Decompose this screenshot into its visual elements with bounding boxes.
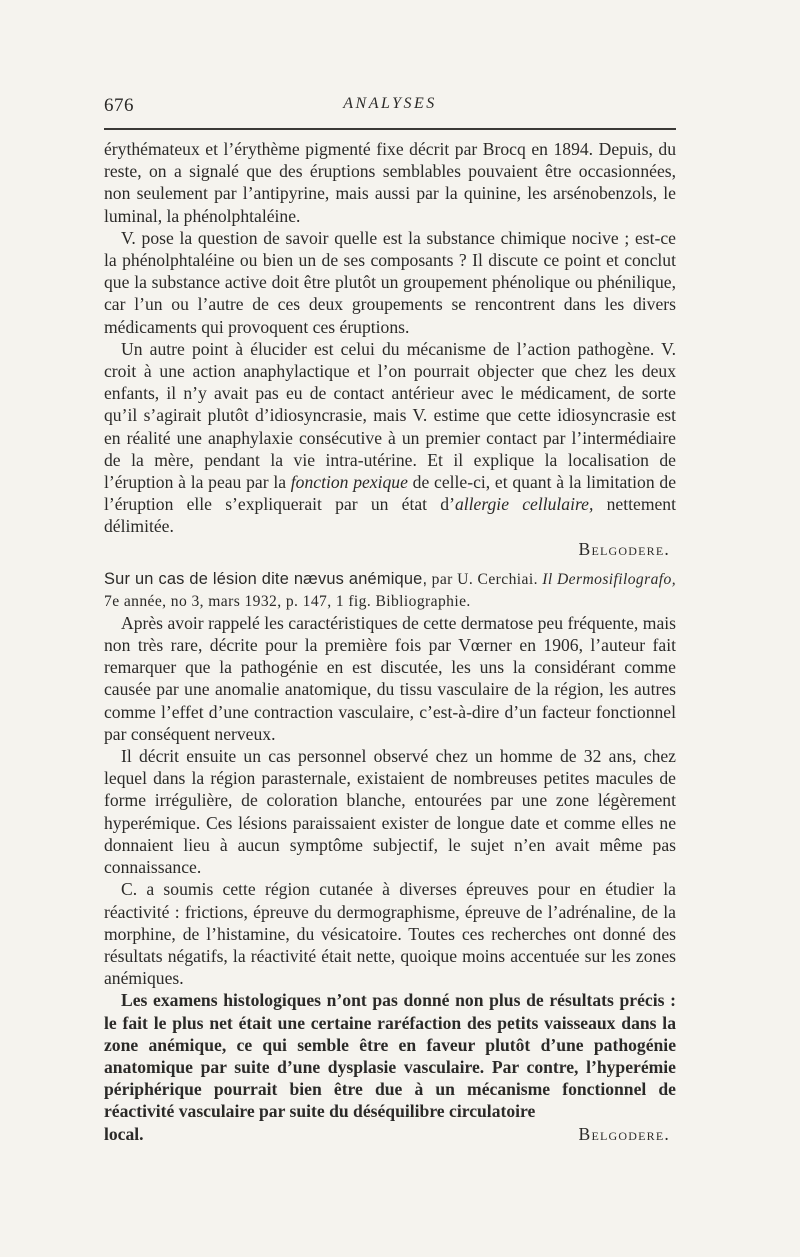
paragraph: érythémateux et l’érythème pigmenté fixe décrit par Brocq en 1894. Depuis, du reste, on a signalé que des éruptions semblables pouvaient être occasionnées, non seulement par l’antipyrine, mais aussi par la quinine, les arsénobenzols, le luminal, la phénolphtaléine.	[104, 139, 676, 226]
paragraph	[104, 338, 676, 538]
page-header	[104, 95, 676, 123]
paragraph: Il décrit ensuite un cas personnel observé chez un homme de 32 ans, chez lequel dans la région parasternale, existaient de nombreuses petites macules de forme irrégulière, de coloration blanche, entourées par une zone légèrement hyperémique. Ces lésions paraissaient exister de longue date et comme elles ne donnaient lieu à aucun symptôme subjectif, le sujet n’en avait même pas connaissance.	[104, 746, 676, 878]
paragraph-text: Un autre point à élucider est celui du mécanisme de l’action pathogène. V. croit à une action anaphylactique et l’on pourrait objecter que chez les deux enfants, il n’y avait pas eu de contact antérieur avec le médicament, de sorte qu’il s’agirait plutôt d’idiosyncrasie, mais V. estime que cette idiosyncrasie est en réalité une anaphylaxie consécutive à un premier contact par l’intermédiaire de la mère, pendant la vie intra-utérine. Et il explique la localisation de l’éruption à la peau par la	[104, 338, 676, 493]
page-body	[104, 138, 676, 1145]
paragraph: Après avoir rappelé les caractéristiques de cette dermatose peu fréquente, mais non très rare, décrite pour la première fois par Vœrner en 1906, l’auteur fait remarquer que la pathogénie en est discutée, les uns la considérant comme causée par une anomalie anatomique, du tissu vasculaire de la région, les autres comme l’effet d’une contraction vasculaire, c’est-à-dire d’un facteur fonctionnel par conséquent nerveux.	[104, 612, 676, 744]
running-head: ANALYSES	[343, 95, 437, 112]
italic-term: fonction pexique	[290, 472, 408, 493]
reviewer-signature: Belgodere.	[578, 538, 670, 559]
biblio-details: 7e année, no 3, mars 1932, p. 147, 1 fig. Bibliographie.	[104, 592, 471, 610]
review-heading	[104, 568, 676, 612]
paragraph: Les examens histologiques n’ont pas donné non plus de résultats précis : le fait le plus net était une certaine raréfaction des petits vaisseaux dans la zone anémique, ce qui semble être en faveur plutôt d’une pathogénie anatomique par suite d’une dysplasie vasculaire. Par contre, l’hyperémie périphérique pourrait bien être due à un mécanisme fonctionnel de réactivité vasculaire par suite du déséquilibre circulatoire	[104, 990, 676, 1122]
paragraph: V. pose la question de savoir quelle est la substance chimique nocive ; est-ce la phénolphtaléine ou bien un de ses composants ? Il discute ce point et conclut que la substance active doit être plutôt un groupement phénolique ou phénilique, car l’un ou l’autre de ces deux groupements se rencontrent dans les divers médicaments qui provoquent ces éruptions.	[104, 227, 676, 337]
biblio-dot: .	[533, 570, 543, 588]
paragraph: C. a soumis cette région cutanée à diverses épreuves pour en étudier la réactivité : frictions, épreuve du dermographisme, épreuve de l’adrénaline, de la morphine, de l’histamine, du vésicatoire. Toutes ces recherches ont donné des résultats négatifs, la réactivité était nette, quoique moins accentuée sur les zones anémiques.	[104, 879, 676, 989]
page-number: 676	[104, 95, 134, 116]
paragraph-end: local.	[104, 1123, 144, 1144]
reviewer-signature: Belgodere.	[578, 1123, 670, 1144]
closing-line	[104, 1123, 676, 1145]
article-author: Cerchiai	[477, 570, 534, 588]
header-rule	[104, 128, 676, 130]
italic-term: allergie cellulaire,	[454, 494, 594, 515]
biblio-by: par U.	[427, 570, 478, 588]
paragraph-text: nettement délimitée.	[104, 494, 676, 537]
review-title: Sur un cas de lésion dite nævus anémique,	[104, 569, 428, 588]
paragraph-text: de celle-ci, et quant à la limitation de l’éruption elle s’expliquerait par un état d’	[104, 472, 677, 515]
journal-name: Il Dermosifilografo,	[542, 570, 677, 588]
